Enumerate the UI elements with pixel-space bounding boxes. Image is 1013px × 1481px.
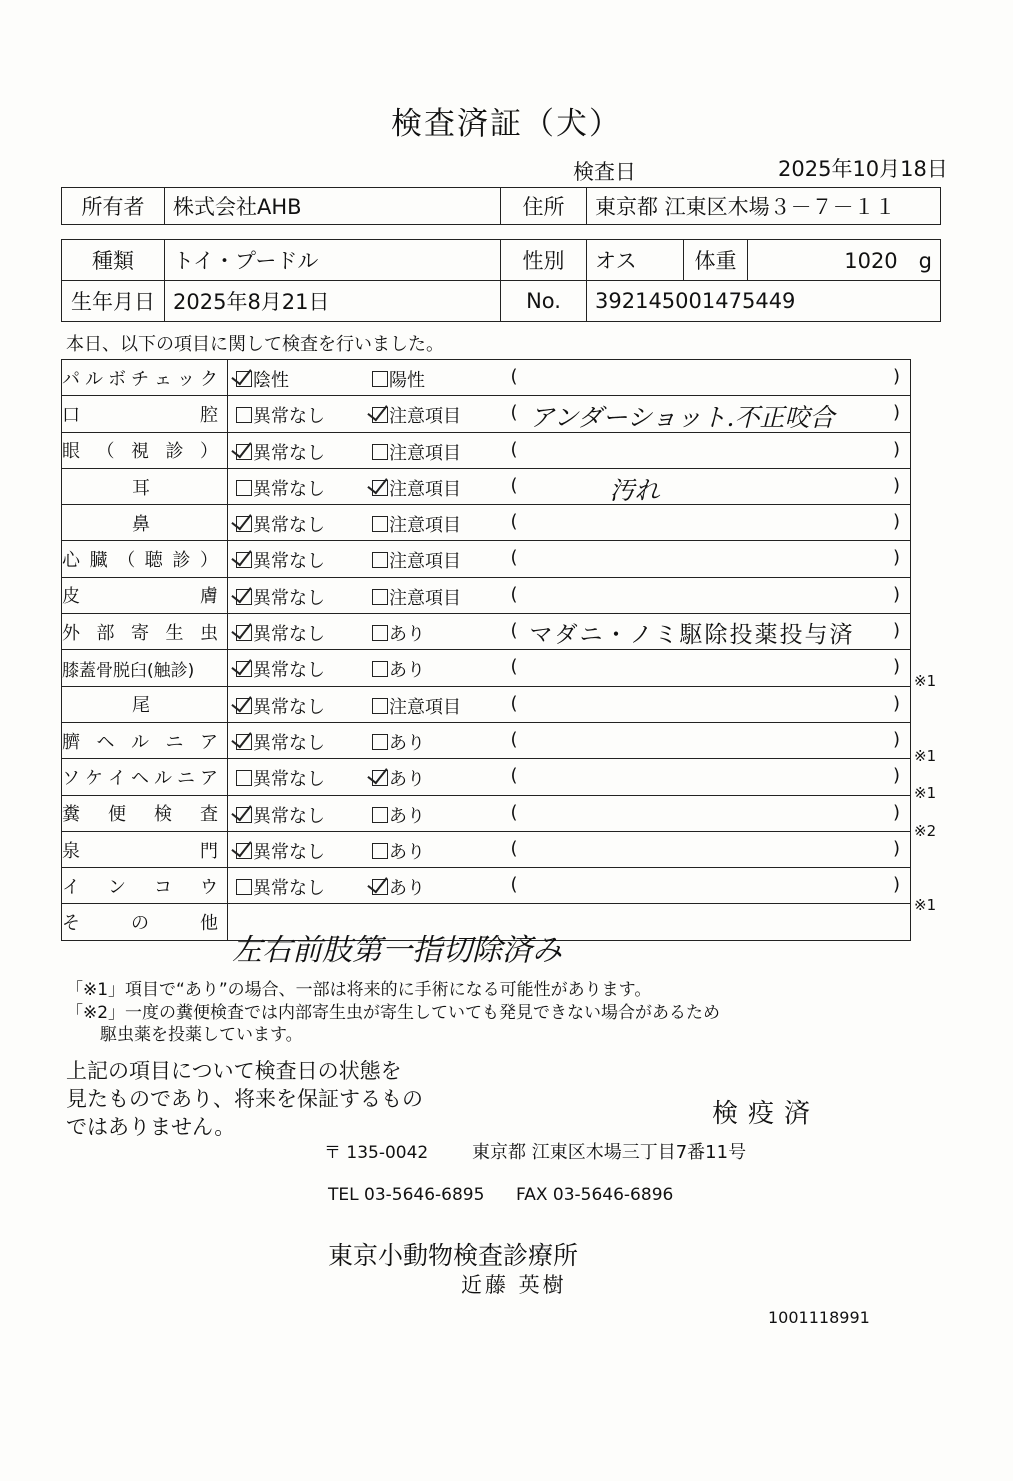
- option-normal: [236, 874, 325, 900]
- item-name-char: 部: [96, 622, 115, 644]
- checkbox-icon[interactable]: [236, 480, 252, 496]
- options-cell: [228, 686, 500, 722]
- checkbox-icon[interactable]: [372, 661, 388, 677]
- footnote-1: 「※1」項目で“あり”の場合、一部は将来的に手術になる可能性があります。: [66, 980, 652, 1000]
- breed-label: 種類: [62, 240, 165, 281]
- inspection-date-label: 検査日: [573, 160, 636, 184]
- item-name-char: そ: [62, 913, 80, 935]
- item-name-char: ボ: [108, 368, 126, 390]
- note-cell: [500, 577, 911, 613]
- microchip-number: 392145001475449: [587, 281, 941, 322]
- inspection-row: [62, 360, 911, 396]
- option-attention: [372, 547, 461, 573]
- option-label: 異常なし: [253, 805, 325, 827]
- paren-close: ): [892, 547, 900, 569]
- intro-text: 本日、以下の項目に関して検査を行いました。: [66, 334, 444, 355]
- checkbox-icon[interactable]: [236, 589, 252, 605]
- disclaimer-line2: 見たものであり、将来を保証するもの: [66, 1087, 423, 1111]
- note-cell: [500, 505, 911, 541]
- item-name: [62, 365, 218, 391]
- item-name-cell: [62, 396, 228, 432]
- options-cell: [228, 868, 500, 904]
- option-normal: [236, 802, 325, 828]
- option-normal: [236, 765, 325, 791]
- weight-label: 体重: [684, 240, 748, 281]
- checkbox-icon[interactable]: [236, 807, 252, 823]
- item-name-char: イ: [108, 767, 126, 789]
- weight-value: 1020 g: [748, 240, 941, 281]
- item-name-cell: [62, 686, 228, 722]
- option-normal: [236, 838, 325, 864]
- option-label: 異常なし: [253, 696, 325, 718]
- inspection-row: [62, 868, 911, 904]
- item-name: 尾: [132, 695, 150, 717]
- option-normal: [236, 366, 289, 392]
- item-name-char: ニ: [177, 767, 195, 789]
- other-note: 左右前肢第一指切除済み: [232, 933, 562, 968]
- options-cell: [228, 831, 500, 867]
- note-cell: [500, 468, 911, 504]
- postal-code: 〒 135-0042: [324, 1143, 429, 1163]
- option-attention: [372, 402, 461, 428]
- breed-value: トイ・プードル: [165, 240, 501, 281]
- inspection-row: [62, 432, 911, 468]
- paren-open: (: [510, 620, 518, 642]
- footnote-mark: ※1: [914, 747, 937, 765]
- footnote-2-line2: 駆虫薬を投薬しています。: [66, 1025, 303, 1045]
- option-attention: [372, 584, 461, 610]
- option-label: あり: [389, 805, 425, 827]
- option-normal: [236, 511, 325, 537]
- option-normal: [236, 402, 325, 428]
- item-name-char: 泉: [62, 840, 80, 862]
- clinic-tel: TEL 03-5646-6895: [328, 1185, 485, 1205]
- inspection-date-value: 2025年10月18日: [778, 157, 948, 181]
- note-cell: [500, 686, 911, 722]
- options-cell: [228, 360, 500, 396]
- note-cell: [500, 360, 911, 396]
- checkbox-icon[interactable]: [236, 625, 252, 641]
- item-name-char: ヘ: [96, 731, 115, 753]
- checkbox-icon[interactable]: [372, 734, 388, 750]
- paren-close: ): [892, 656, 900, 678]
- option-normal: [236, 693, 325, 719]
- paren-open: (: [510, 583, 518, 605]
- paren-close: ): [892, 837, 900, 859]
- item-name-char: 腔: [200, 404, 218, 426]
- sex-label: 性別: [501, 240, 587, 281]
- option-label: あり: [389, 878, 425, 900]
- paren-open: (: [510, 801, 518, 823]
- paren-close: ): [892, 402, 900, 424]
- option-attention: [372, 874, 425, 900]
- item-name-char: チ: [131, 368, 149, 390]
- birth-label: 生年月日: [62, 281, 165, 322]
- inspection-row: [62, 831, 911, 867]
- item-name-char: ル: [131, 731, 149, 753]
- options-cell: [228, 614, 500, 650]
- item-name-char: 寄: [131, 622, 149, 644]
- checkbox-icon[interactable]: [236, 444, 252, 460]
- checkbox-icon[interactable]: [236, 407, 252, 423]
- checkbox-icon[interactable]: [372, 371, 388, 387]
- footnote-mark: ※1: [914, 672, 937, 691]
- checkbox-icon[interactable]: [372, 589, 388, 605]
- checkbox-icon[interactable]: [236, 734, 252, 750]
- paren-close: ): [892, 765, 900, 787]
- item-name-char: ッ: [177, 368, 195, 390]
- item-name-char: （: [96, 441, 115, 463]
- pet-table: [61, 239, 941, 322]
- item-name-char: ）: [200, 441, 218, 463]
- checkbox-icon[interactable]: [372, 625, 388, 641]
- checkbox-icon[interactable]: [372, 407, 388, 423]
- option-label: 異常なし: [253, 878, 325, 900]
- checkbox-icon[interactable]: [236, 879, 252, 895]
- inspection-table: [61, 359, 911, 941]
- inspection-row: [62, 468, 911, 504]
- footnote-mark: ※1: [914, 896, 937, 915]
- item-name-char: ケ: [85, 767, 103, 789]
- item-name-char: 虫: [200, 622, 218, 644]
- note-cell: [500, 541, 911, 577]
- inspection-row: [62, 722, 911, 758]
- option-label: 異常なし: [253, 624, 325, 646]
- item-name-char: ）: [199, 550, 218, 572]
- item-name-char: 心: [62, 550, 80, 572]
- clinic-name: 東京小動物検査診療所: [328, 1241, 579, 1270]
- item-name: 耳: [132, 477, 150, 499]
- item-name-cell: [62, 868, 228, 904]
- checkbox-icon[interactable]: [236, 371, 252, 387]
- option-attention: [372, 765, 425, 791]
- address-label: 住所: [501, 188, 587, 225]
- option-label: 異常なし: [253, 551, 325, 573]
- option-attention: [372, 511, 461, 537]
- option-label: 異常なし: [253, 515, 325, 537]
- options-cell: [228, 432, 500, 468]
- options-cell: [228, 650, 500, 686]
- checkbox-icon[interactable]: [372, 879, 388, 895]
- paren-close: ): [892, 620, 900, 642]
- item-name-char: ヘ: [131, 767, 149, 789]
- note-cell: [500, 614, 911, 650]
- options-cell: [228, 759, 500, 795]
- disclaimer-line1: 上記の項目について検査日の状態を: [66, 1059, 402, 1083]
- inspection-row: [62, 577, 911, 613]
- footnote-mark: ※1: [914, 784, 937, 803]
- footnote-2: [66, 1002, 720, 1046]
- option-label: 注意項目: [389, 696, 461, 718]
- options-cell: [228, 541, 500, 577]
- option-normal: [236, 584, 325, 610]
- item-name-cell: [62, 904, 228, 940]
- checkbox-icon[interactable]: [372, 516, 388, 532]
- document-title: 検査済証（犬）: [391, 106, 622, 142]
- item-name-char: ク: [200, 368, 218, 390]
- option-label: 注意項目: [389, 442, 461, 464]
- checkbox-icon[interactable]: [236, 770, 252, 786]
- item-name-char: 聴: [144, 550, 163, 572]
- option-label: 注意項目: [389, 515, 461, 537]
- options-cell: [228, 468, 500, 504]
- item-name-char: 査: [200, 804, 218, 826]
- quarantine-stamp: 検疫済: [712, 1099, 821, 1129]
- birth-value: 2025年8月21日: [165, 281, 501, 322]
- option-label: 注意項目: [389, 406, 461, 428]
- disclaimer: [66, 1057, 423, 1141]
- checkbox-icon[interactable]: [236, 843, 252, 859]
- item-name: [62, 837, 218, 863]
- item-name-char: コ: [154, 876, 172, 898]
- item-name: [62, 546, 218, 572]
- paren-close: ): [892, 874, 900, 896]
- item-name-cell: [62, 831, 228, 867]
- paren-close: ): [892, 728, 900, 750]
- item-name-char: 診: [172, 550, 191, 572]
- inspection-row: [62, 795, 911, 831]
- option-label: 異常なし: [253, 841, 325, 863]
- paren-open: (: [510, 837, 518, 859]
- paren-open: (: [510, 511, 518, 533]
- item-name-cell: [62, 614, 228, 650]
- item-name: 鼻: [132, 513, 150, 535]
- option-label: 異常なし: [253, 406, 325, 428]
- option-attention: [372, 475, 461, 501]
- item-name-cell: [62, 577, 228, 613]
- item-name-char: の: [131, 913, 149, 935]
- option-attention: [372, 838, 425, 864]
- owner-table: [61, 187, 941, 225]
- option-label: あり: [389, 841, 425, 863]
- checkbox-icon[interactable]: [372, 770, 388, 786]
- item-name-char: ル: [154, 767, 172, 789]
- option-label: あり: [389, 624, 425, 646]
- item-name-cell: [62, 541, 228, 577]
- item-name-char: ア: [200, 731, 218, 753]
- paren-close: ): [892, 692, 900, 714]
- checkbox-icon[interactable]: [372, 552, 388, 568]
- option-label: 注意項目: [389, 551, 461, 573]
- note-cell: [500, 831, 911, 867]
- item-name-char: ウ: [200, 876, 218, 898]
- owner-label: 所有者: [62, 188, 165, 225]
- option-attention: [372, 656, 425, 682]
- clinic-fax: FAX 03-5646-6896: [516, 1185, 674, 1205]
- document-number: 1001118991: [768, 1308, 870, 1327]
- options-cell: [228, 577, 500, 613]
- option-label: 注意項目: [389, 478, 461, 500]
- inspection-row: [62, 686, 911, 722]
- option-normal: [236, 475, 325, 501]
- item-name-char: 門: [200, 840, 218, 862]
- inspection-row: [62, 505, 911, 541]
- item-note: マダニ・ノミ駆除投薬投与済: [529, 622, 855, 649]
- options-cell: [228, 722, 500, 758]
- item-note: 汚れ: [609, 475, 660, 505]
- item-name: [62, 873, 218, 899]
- paren-open: (: [510, 438, 518, 460]
- paren-open: (: [510, 474, 518, 496]
- item-name: [62, 728, 218, 754]
- paren-close: ): [892, 474, 900, 496]
- checkbox-icon[interactable]: [236, 552, 252, 568]
- item-name-char: 臓: [89, 550, 108, 572]
- inspection-row: [62, 759, 911, 795]
- item-name-char: 他: [200, 913, 218, 935]
- option-normal: [236, 439, 325, 465]
- item-name-char: ニ: [165, 731, 184, 753]
- note-cell: [500, 432, 911, 468]
- option-label: 陰性: [253, 370, 289, 391]
- option-attention: [372, 802, 425, 828]
- paren-open: (: [510, 656, 518, 678]
- checkbox-icon[interactable]: [236, 698, 252, 714]
- option-label: 異常なし: [253, 769, 325, 791]
- paren-open: (: [510, 728, 518, 750]
- checkbox-icon[interactable]: [236, 661, 252, 677]
- item-name-cell: [62, 468, 228, 504]
- option-normal: [236, 620, 325, 646]
- inspection-row: [62, 614, 911, 650]
- item-name: 膝蓋骨脱臼(触診): [62, 660, 195, 681]
- item-name: [62, 800, 218, 826]
- footnote-mark: ※2: [914, 821, 937, 840]
- owner-value: 株式会社AHB: [165, 188, 501, 225]
- options-cell: [228, 795, 500, 831]
- item-name-char: 臍: [62, 731, 80, 753]
- paren-close: ): [892, 438, 900, 460]
- item-name-cell: [62, 360, 228, 396]
- option-label: 異常なし: [253, 587, 325, 609]
- checkbox-icon[interactable]: [372, 843, 388, 859]
- option-label: 陽性: [389, 370, 425, 391]
- item-name-cell: [62, 795, 228, 831]
- inspection-row: [62, 396, 911, 432]
- item-name-char: 診: [165, 441, 184, 463]
- item-name: [62, 582, 218, 608]
- paren-open: (: [510, 765, 518, 787]
- option-label: 異常なし: [253, 660, 325, 682]
- option-label: 注意項目: [389, 587, 461, 609]
- note-cell: [500, 650, 911, 686]
- option-attention: [372, 439, 461, 465]
- item-name-char: イ: [62, 876, 80, 898]
- note-cell: [500, 868, 911, 904]
- options-cell: [228, 505, 500, 541]
- option-attention: [372, 620, 425, 646]
- item-name-char: ン: [108, 876, 126, 898]
- option-attention: [372, 366, 425, 392]
- item-name: [62, 619, 218, 645]
- note-cell: [500, 795, 911, 831]
- item-name-char: ソ: [62, 767, 80, 789]
- item-name-char: ェ: [154, 368, 172, 390]
- option-label: あり: [389, 732, 425, 754]
- item-name-cell: [62, 650, 228, 686]
- item-name: [62, 909, 218, 935]
- note-cell: [500, 396, 911, 432]
- item-note: アンダーショット.不正咬合: [529, 403, 835, 433]
- checkbox-icon[interactable]: [372, 698, 388, 714]
- footnote-2-line1: 「※2」一度の糞便検査では内部寄生虫が寄生していても発見できない場合があるため: [66, 1003, 721, 1023]
- checkbox-icon[interactable]: [372, 444, 388, 460]
- item-name: [62, 764, 218, 790]
- option-label: 異常なし: [253, 732, 325, 754]
- option-normal: [236, 656, 325, 682]
- option-attention: [372, 693, 461, 719]
- paren-open: (: [510, 874, 518, 896]
- checkbox-icon[interactable]: [372, 480, 388, 496]
- paren-close: ): [892, 801, 900, 823]
- item-name-cell: [62, 432, 228, 468]
- item-name-char: 外: [62, 622, 80, 644]
- item-name-char: 口: [62, 404, 80, 426]
- item-name-cell: [62, 505, 228, 541]
- item-name-cell: [62, 759, 228, 795]
- paren-open: (: [510, 366, 518, 387]
- item-name-char: ア: [200, 767, 218, 789]
- disclaimer-line3: ではありません。: [66, 1115, 236, 1139]
- options-cell: [228, 396, 500, 432]
- item-name-char: 生: [165, 622, 184, 644]
- item-name-char: 便: [108, 804, 126, 826]
- item-name-char: 視: [131, 441, 149, 463]
- item-name-char: 眼: [62, 441, 80, 463]
- item-name-cell: [62, 722, 228, 758]
- clinic-address: 東京都 江東区木場三丁目7番11号: [472, 1142, 747, 1163]
- inspection-row: [62, 541, 911, 577]
- note-cell: [500, 722, 911, 758]
- option-label: あり: [389, 769, 425, 791]
- paren-close: ): [892, 583, 900, 605]
- checkbox-icon[interactable]: [236, 516, 252, 532]
- item-name: [62, 437, 218, 463]
- option-label: あり: [389, 660, 425, 682]
- option-label: 異常なし: [253, 442, 325, 464]
- paren-open: (: [510, 402, 518, 424]
- paren-close: ): [892, 366, 900, 387]
- item-name-char: ル: [85, 368, 103, 390]
- item-name: [62, 401, 218, 427]
- sex-value: オス: [587, 240, 684, 281]
- paren-open: (: [510, 692, 518, 714]
- item-name-char: 糞: [62, 804, 80, 826]
- option-label: 異常なし: [253, 478, 325, 500]
- vet-name: 近藤 英樹: [461, 1273, 567, 1297]
- option-normal: [236, 729, 325, 755]
- item-name-char: 皮: [62, 586, 80, 608]
- option-attention: [372, 729, 425, 755]
- option-normal: [236, 547, 325, 573]
- item-name-char: パ: [62, 368, 80, 390]
- checkbox-icon[interactable]: [372, 807, 388, 823]
- no-label: No.: [501, 281, 587, 322]
- note-cell: [500, 759, 911, 795]
- item-name-char: 検: [154, 804, 172, 826]
- paren-close: ): [892, 511, 900, 533]
- paren-open: (: [510, 547, 518, 569]
- item-name-char: 膚: [200, 586, 218, 608]
- inspection-row: [62, 650, 911, 686]
- address-value: 東京都 江東区木場３－７－１１: [587, 188, 941, 225]
- item-name-char: （: [117, 550, 136, 572]
